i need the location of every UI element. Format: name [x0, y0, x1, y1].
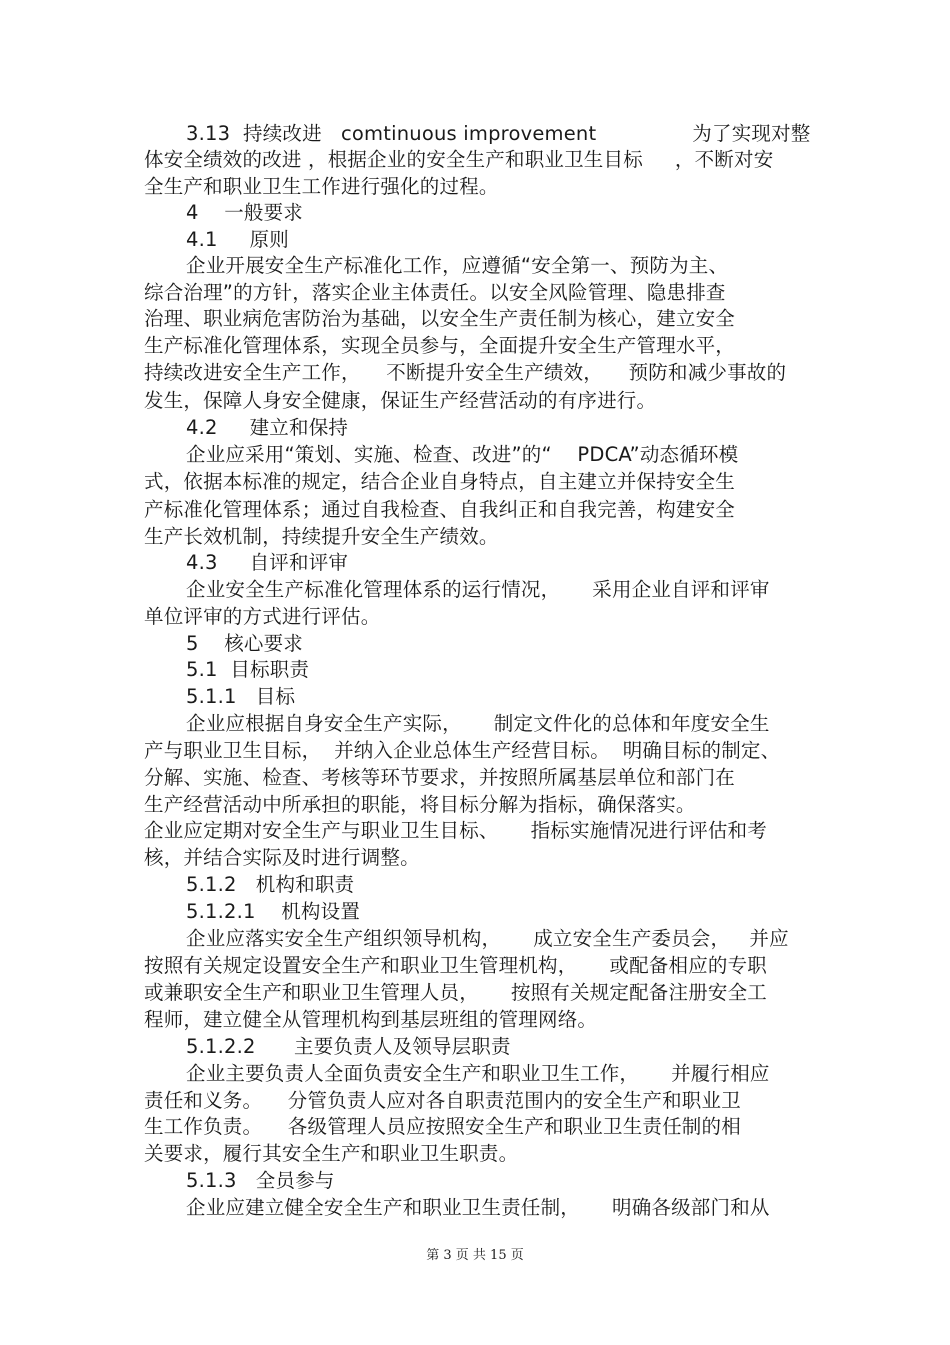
text-line: 程师，建立健全从管理机构到基层班组的管理网络。: [144, 1008, 598, 1031]
text-line: 5.1 目标职责: [186, 658, 310, 681]
text-line: 5.1.2.2 主要负责人及领导层职责: [186, 1035, 511, 1058]
text-line: 4 一般要求: [186, 201, 304, 224]
text-line: 生产标准化管理体系，实现全员参与，全面提升安全生产管理水平，: [144, 334, 736, 357]
text-line: 关要求，履行其安全生产和职业卫生职责。: [144, 1142, 519, 1165]
text-line: 治理、职业病危害防治为基础，以安全生产责任制为核心，建立安全: [144, 307, 736, 330]
text-line: 企业应落实安全生产组织领导机构， 成立安全生产委员会， 并应: [186, 927, 789, 950]
text-line: 单位评审的方式进行评估。: [144, 605, 381, 628]
text-line: 企业应定期对安全生产与职业卫生目标、 指标实施情况进行评估和考: [144, 819, 767, 842]
text-line: 责任和义务。 分管负责人应对各自职责范围内的安全生产和职业卫: [144, 1089, 741, 1112]
text-line: 生工作负责。 各级管理人员应按照安全生产和职业卫生责任制的相: [144, 1115, 741, 1138]
text-line: 5 核心要求: [186, 632, 304, 655]
text-line: 分解、实施、检查、考核等环节要求，并按照所属基层单位和部门在: [144, 766, 736, 789]
text-line: 生产经营活动中所承担的职能，将目标分解为指标，确保落实。: [144, 793, 696, 816]
text-line: 企业应根据自身安全生产实际， 制定文件化的总体和年度安全生: [186, 712, 770, 735]
page-footer: 第 3 页 共 15 页: [426, 1248, 524, 1263]
text-line: 持续改进安全生产工作， 不断提升安全生产绩效， 预防和减少事故的: [144, 361, 787, 384]
text-line: 生产长效机制，持续提升安全生产绩效。: [144, 525, 499, 548]
text-line: 发生，保障人身安全健康，保证生产经营活动的有序进行。: [144, 389, 657, 412]
text-line: 3.13 持续改进 comtinuous improvement 为了实现对整: [186, 122, 811, 145]
text-line: 企业应建立健全安全生产和职业卫生责任制， 明确各级部门和从: [186, 1196, 770, 1219]
text-line: 企业开展安全生产标准化工作，应遵循“安全第一、预防为主、: [186, 254, 729, 277]
text-line: 产标准化管理体系；通过自我检查、自我纠正和自我完善，构建安全: [144, 498, 736, 521]
text-line: 或兼职安全生产和职业卫生管理人员， 按照有关规定配备注册安全工: [144, 981, 767, 1004]
text-line: 4.1 原则: [186, 228, 290, 251]
text-line: 综合治理”的方针，落实企业主体责任。以安全风险管理、隐患排查: [144, 281, 726, 304]
text-line: 体安全绩效的改进 ，根据企业的安全生产和职业卫生目标 ，不断对安: [144, 148, 774, 171]
text-line: 5.1.3 全员参与: [186, 1169, 335, 1192]
text-line: 全生产和职业卫生工作进行强化的过程。: [144, 175, 499, 198]
text-line: 企业安全生产标准化管理体系的运行情况， 采用企业自评和评审: [186, 578, 770, 601]
text-line: 企业主要负责人全面负责安全生产和职业卫生工作， 并履行相应: [186, 1062, 770, 1085]
text-line: 按照有关规定设置安全生产和职业卫生管理机构， 或配备相应的专职: [144, 954, 767, 977]
text-line: 式，依据本标准的规定，结合企业自身特点，自主建立并保持安全生: [144, 470, 736, 493]
text-line: 5.1.1 目标: [186, 685, 296, 708]
text-line: 5.1.2.1 机构设置: [186, 900, 361, 923]
text-line: 4.3 自评和评审: [186, 551, 349, 574]
text-line: 企业应采用“策划、实施、检查、改进”的“ PDCA”动态循环模: [186, 443, 739, 466]
text-line: 4.2 建立和保持: [186, 416, 349, 439]
text-line: 产与职业卫生目标， 并纳入企业总体生产经营目标。 明确目标的制定、: [144, 739, 781, 762]
text-line: 5.1.2 机构和职责: [186, 873, 355, 896]
text-line: 核，并结合实际及时进行调整。: [144, 846, 420, 869]
